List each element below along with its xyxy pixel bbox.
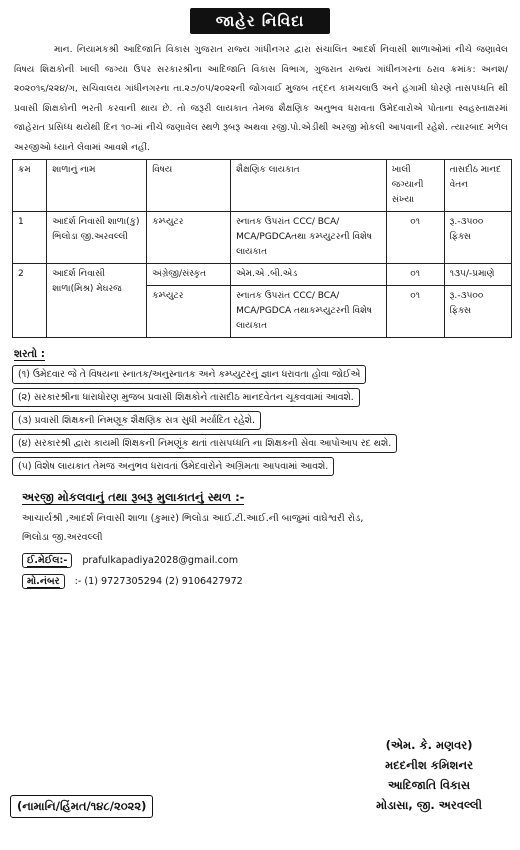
- mobile-row: [22, 574, 512, 589]
- address-line: આચાર્યશ્રી ,આદર્શ નિવાસી શાળા (કુમાર) ભિલોડા આઈ.ટી.આઈ.ની બાજુમાં વાઘેશ્વરી રોડ,: [22, 513, 364, 524]
- cell-vacancies: ૦૧: [386, 264, 444, 286]
- cell-qualification: સ્નાતક ઉપરાંત CCC/ BCA/ MCA/PGDCAતથા કમ્પ્યુટરની વિશેષ લાયકાત: [231, 212, 387, 264]
- signatory-name: (એમ. કે. મણવર): [385, 738, 473, 752]
- conditions-list: [8, 361, 512, 476]
- intro-paragraph: [14, 40, 508, 157]
- cell-school: આદર્શ નિવાસી શાળા(મિશ્ર) મેઘરજ: [47, 264, 147, 338]
- cell-subject: કમ્પ્યુટર: [147, 286, 231, 338]
- header-vacancies: ખાલી જગ્યાની સંખ્યા: [386, 160, 444, 212]
- header-subject: વિષય: [147, 160, 231, 212]
- mobile-label-box: [22, 574, 65, 589]
- mobile-label: મો.નંબર: [27, 576, 60, 587]
- header-school: શાળાનું નામ: [47, 160, 147, 212]
- application-place-title: અરજી મોકલવાનું તથા રૂબરૂ મુલાકાતનું સ્થળ :-: [22, 490, 245, 504]
- condition-item: (૧) ઉમેદવાર જે તે વિષયના સ્નાતક/અનુસ્નાતક અને કમ્પ્યુટરનું જ્ઞાન ધરાવતા હોવા જોઈએ: [12, 365, 366, 384]
- cell-qualification: એમ.એ .બી.એડ: [231, 264, 387, 286]
- reference-number: (નામાનિ/હિંમત/૧૪૮/૨૦૨૨): [10, 795, 153, 818]
- condition-item: (૨) સરકારશ્રીના ધારાધોરણ મુજબ પ્રવાસી શિક્ષકોને તાસદીઠ માનદવેતન ચૂકવવામાં આવશે.: [12, 388, 360, 407]
- header-no: ક્રમ: [13, 160, 47, 212]
- address-line: ભિલોડા જી.અરવલ્લી: [22, 532, 103, 543]
- cell-subject: અંગ્રેજી/સંસ્કૃત: [147, 264, 231, 286]
- vacancy-table: [12, 159, 512, 338]
- condition-item: (૪) સરકારશ્રી દ્વારા કાયમી શિક્ષકની નિમણૂંક થતાં તાસપધ્ધતિ ના શિક્ષકની સેવા આપોઆપ રદ થશે.: [12, 434, 397, 453]
- table-header-row: [13, 160, 512, 212]
- cell-no: 1: [13, 212, 47, 264]
- email-label-box: [22, 553, 72, 568]
- email-label: ઈ.મેઈલ:-: [27, 555, 68, 566]
- cell-vacancies: ૦૧: [386, 286, 444, 338]
- cell-salary: રૂ.-૩૫૦૦ ફિક્સ: [444, 212, 511, 264]
- header-salary: તાસદીઠ માનદ વેતન: [444, 160, 511, 212]
- condition-item: (૫) વિશેષ લાયકાત તેમજ અનુભવ ધરાવતાં ઉમેદવારોને અગ્રિમતા આપવામાં આવશે.: [12, 457, 334, 476]
- signature-block: [376, 735, 482, 815]
- conditions-heading: [14, 348, 512, 361]
- notice-title: જાહેર નિવિદા: [190, 8, 331, 34]
- table-row: [13, 264, 512, 286]
- cell-vacancies: ૦૧: [386, 212, 444, 264]
- mobile-numbers: :- (1) 9727305294 (2) 9106427972: [74, 576, 243, 587]
- cell-subject: કમ્પ્યુટર: [147, 212, 231, 264]
- conditions-title: શરતો :: [14, 348, 45, 360]
- condition-item: (૩) પ્રવાસી શિક્ષકની નિમણૂક શૈક્ષણિક સત્ર સુધી મર્યાદિત રહેશે.: [12, 411, 261, 430]
- email-address[interactable]: prafulkapadiya2028@gmail.com: [82, 555, 239, 566]
- cell-salary: ૧૩૫/-પ્રમાણે: [444, 264, 511, 286]
- address-block: [22, 509, 512, 547]
- signatory-department: આદિજાતિ વિકાસ: [388, 778, 471, 792]
- cell-no: 2: [13, 264, 47, 338]
- header-qualification: શૈક્ષણિક લાયકાત: [231, 160, 387, 212]
- intro-text: માન. નિયામકશ્રી આદિજાતિ વિકાસ ગુજરાત રાજ્ય ગાંધીનગર દ્વારા સંચાલિત આદર્શ નિવાસી શાળાઓમાં નીચે જણાવેલ વિષય શિક્ષકોની ખાલી જગ્યા ઉપર સરકારશ્રીના આદિજાતિ વિકાસ વિભાગ, ગુજરાત રાજ્ય ગાંધીનગરના ઠરાવ ક્રમાંક: અનશ/૨૦૨૦૧૬/૨૨૪/ગ, સચિવાલય ગાંધીનગરના તા.૨૭/૦૫/૨૦૨૨ની જોગવાઈ મુજબ તદ્દન કામચલાઉ અને હંગામી ધોરણે તાસપધ્ધતિ થી પ્રવાસી શિક્ષકોની ભરતી કરવાની થાય છે. તો જરૂરી લાયકાત તેમજ શૈક્ષણિક અનુભવ ધરાવતા ઉમેદવારોએ પોતાના સ્વહસ્તાક્ષરમાં જાહેરાત પ્રસિધ્ધ થયેથી દિન ૧૦-માં નીચે જણાવેલ સ્થળે રૂબરૂ અથવા રજી.પો.એડીથી અરજી મોકલી આપવાની રહેશે. ત્યારબાદ મળેલ અરજીઓ ધ્યાને લેવામાં આવશે નહીં.: [14, 44, 508, 153]
- cell-salary: રૂ.-૩૫૦૦ ફિક્સ: [444, 286, 511, 338]
- signatory-designation: મદદનીશ કમિશનર: [385, 758, 474, 772]
- application-place-heading: [22, 490, 512, 505]
- email-row: [22, 553, 512, 568]
- title-container: [8, 8, 512, 34]
- table-row: [13, 212, 512, 264]
- cell-school: આદર્શ નિવાસી શાળા(કુ) ભિલોડા જી.અરવલ્લી: [47, 212, 147, 264]
- cell-qualification: સ્નાતક ઉપરાંત CCC/ BCA/ MCA/PGDCA તથાકમ્પ્યુટરની વિશેષ લાયકાત: [231, 286, 387, 338]
- signatory-office: મોડાસા, જી. અરવલ્લી: [376, 798, 482, 812]
